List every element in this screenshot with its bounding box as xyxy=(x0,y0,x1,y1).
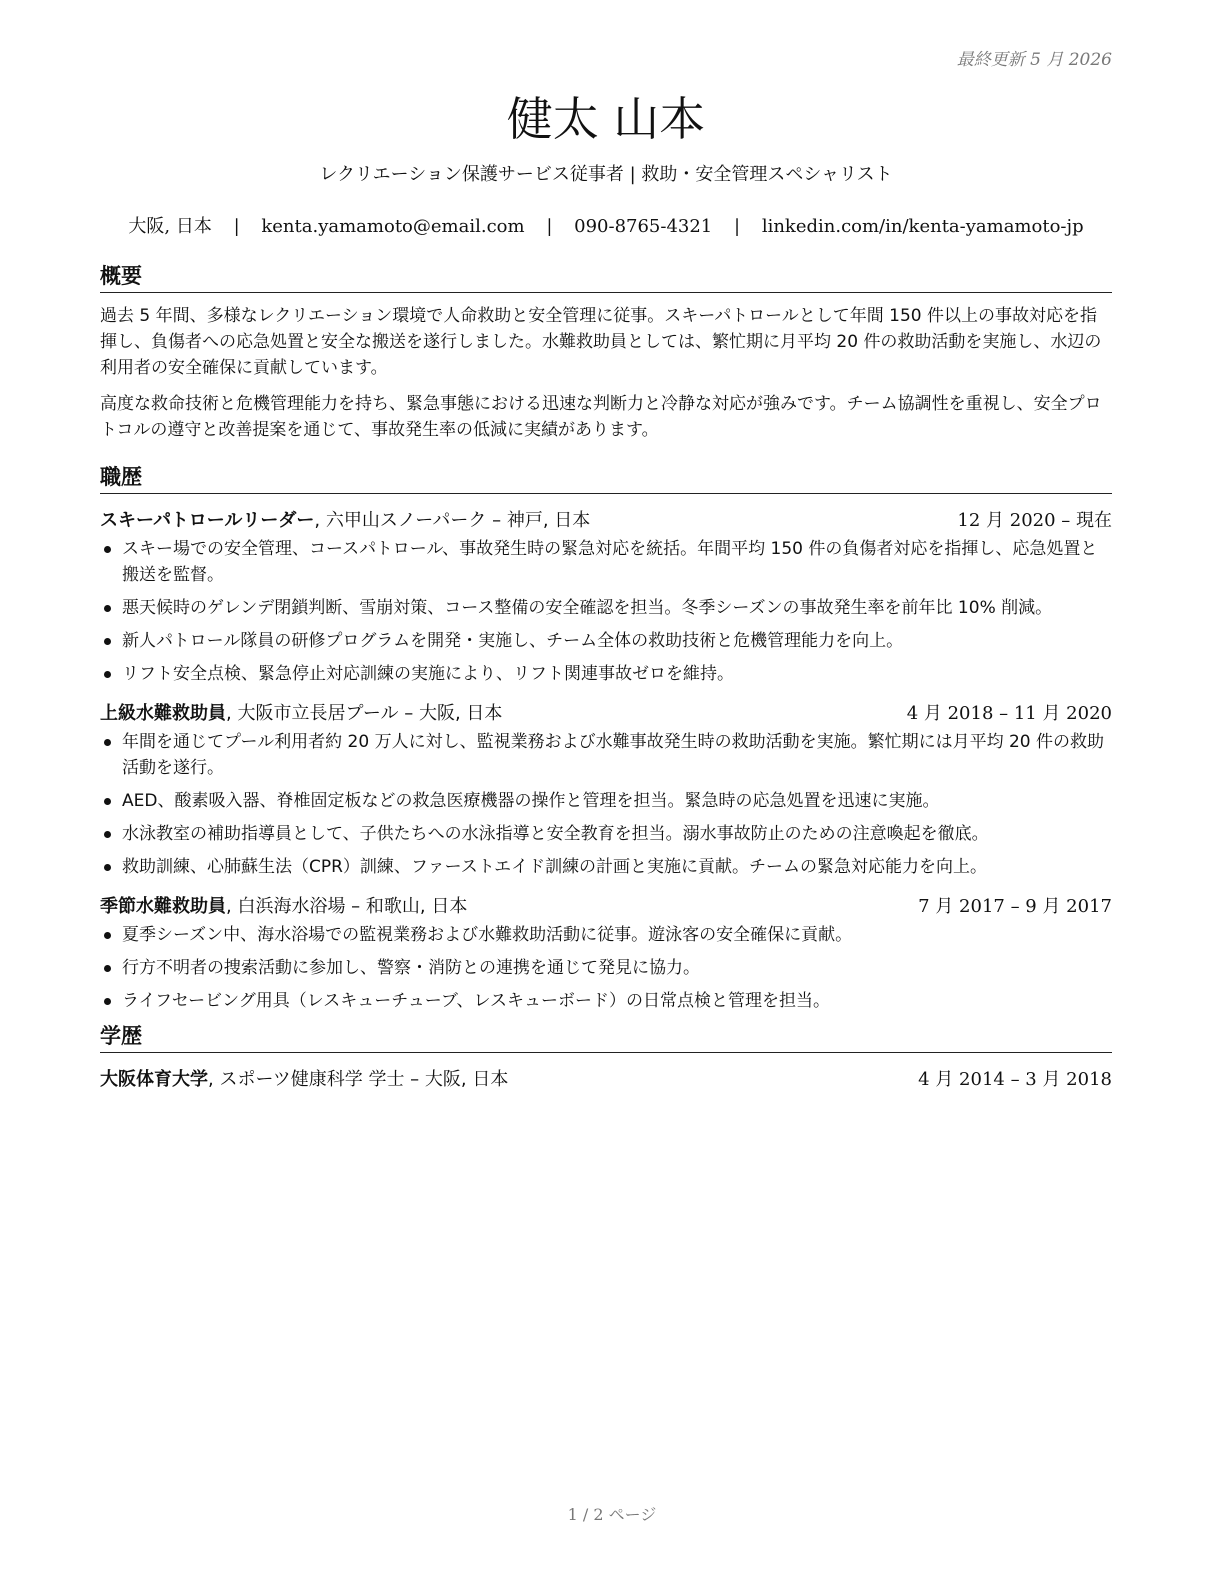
job-bullet: リフト安全点検、緊急停止対応訓練の実施により、リフト関連事故ゼロを維持。 xyxy=(100,661,1112,687)
job-bullets xyxy=(100,729,1112,880)
education-dates: 4 月 2014 – 3 月 2018 xyxy=(918,1069,1112,1090)
job-dates: 12 月 2020 – 現在 xyxy=(957,510,1112,531)
job-header xyxy=(100,701,1112,727)
candidate-name: 健太 山本 xyxy=(506,92,706,146)
job-bullet: 新人パトロール隊員の研修プログラムを開発・実施し、チーム全体の救助技術と危機管理能力を向上。 xyxy=(100,628,1112,654)
job-bullet: 夏季シーズン中、海水浴場での監視業務および水難救助活動に従事。遊泳客の安全確保に貢献。 xyxy=(100,922,1112,948)
education-role xyxy=(100,1067,508,1093)
job-bullet: スキー場での安全管理、コースパトロール、事故発生時の緊急対応を統括。年間平均 150 件の負傷者対応を指揮し、応急処置と搬送を監督。 xyxy=(100,536,1112,588)
contact-phone[interactable]: 090-8765-4321 xyxy=(574,216,713,237)
contact-line xyxy=(100,214,1112,240)
job-entry xyxy=(100,701,1112,880)
summary-paragraph: 過去 5 年間、多様なレクリエーション環境で人命救助と安全管理に従事。スキーパトロールとして年間 150 件以上の事故対応を指揮し、負傷者への応急処置と安全な搬送を遂行しました。水難救助員としては、繁忙期に月平均 20 件の救助活動を実施し、水辺の利用者の安全確保に貢献しています。 xyxy=(100,306,1102,378)
job-header xyxy=(100,508,1112,534)
job-org: , 大阪市立長居プール – 大阪, 日本 xyxy=(226,703,503,724)
section-title-summary: 概要 xyxy=(100,262,1112,293)
job-bullets xyxy=(100,536,1112,687)
job-bullet: 年間を通じてプール利用者約 20 万人に対し、監視業務および水難事故発生時の救助活動を実施。繁忙期には月平均 20 件の救助活動を遂行。 xyxy=(100,729,1112,781)
job-bullet: 水泳教室の補助指導員として、子供たちへの水泳指導と安全教育を担当。溺水事故防止のための注意喚起を徹底。 xyxy=(100,821,1112,847)
job-title: 上級水難救助員 xyxy=(100,703,226,724)
education-entry xyxy=(100,1067,1112,1093)
job-entry xyxy=(100,894,1112,1014)
job-bullet: ライフセービング用具（レスキューチューブ、レスキューボード）の日常点検と管理を担当。 xyxy=(100,988,1112,1014)
last-updated: 最終更新 5 月 2026 xyxy=(956,50,1112,70)
contact-email[interactable]: kenta.yamamoto@email.com xyxy=(261,216,525,237)
job-org: , 白浜海水浴場 – 和歌山, 日本 xyxy=(226,896,468,917)
contact-separator: | xyxy=(546,216,553,237)
contact-linkedin[interactable]: linkedin.com/in/kenta-yamamoto-jp xyxy=(761,216,1084,237)
summary-paragraph: 高度な救命技術と危機管理能力を持ち、緊急事態における迅速な判断力と冷静な対応が強みです。チーム協調性を重視し、安全プロトコルの遵守と改善提案を通じて、事故発生率の低減に実績があります。 xyxy=(100,394,1102,440)
candidate-subtitle: レクリエーション保護サービス従事者 | 救助・安全管理スペシャリスト xyxy=(319,164,893,185)
job-header xyxy=(100,894,1112,920)
job-title: スキーパトロールリーダー xyxy=(100,510,315,531)
job-bullet: 悪天候時のゲレンデ閉鎖判断、雪崩対策、コース整備の安全確認を担当。冬季シーズンの事故発生率を前年比 10% 削減。 xyxy=(100,595,1112,621)
job-bullet: AED、酸素吸入器、脊椎固定板などの救急医療機器の操作と管理を担当。緊急時の応急処置を迅速に実施。 xyxy=(100,788,1112,814)
resume-page xyxy=(100,40,1112,1093)
job-role xyxy=(100,701,502,727)
education-header xyxy=(100,1067,1112,1093)
job-role xyxy=(100,894,467,920)
job-title: 季節水難救助員 xyxy=(100,896,226,917)
page-number: 1 / 2 ページ xyxy=(567,1505,657,1524)
job-dates: 7 月 2017 – 9 月 2017 xyxy=(918,896,1112,917)
contact-separator: | xyxy=(233,216,240,237)
job-org: , 六甲山スノーパーク – 神戸, 日本 xyxy=(314,510,591,531)
contact-location: 大阪, 日本 xyxy=(128,216,212,237)
education-degree: , スポーツ健康科学 学士 – 大阪, 日本 xyxy=(208,1069,509,1090)
job-role xyxy=(100,508,590,534)
job-bullet: 救助訓練、心肺蘇生法（CPR）訓練、ファーストエイド訓練の計画と実施に貢献。チームの緊急対応能力を向上。 xyxy=(100,854,1112,880)
job-bullets xyxy=(100,922,1112,1014)
job-bullet: 行方不明者の捜索活動に参加し、警察・消防との連携を通じて発見に協力。 xyxy=(100,955,1112,981)
education-school: 大阪体育大学 xyxy=(100,1069,208,1090)
job-entry xyxy=(100,508,1112,687)
section-title-education: 学歴 xyxy=(100,1022,1112,1053)
job-dates: 4 月 2018 – 11 月 2020 xyxy=(906,703,1112,724)
contact-separator: | xyxy=(734,216,741,237)
section-title-experience: 職歴 xyxy=(100,463,1112,494)
